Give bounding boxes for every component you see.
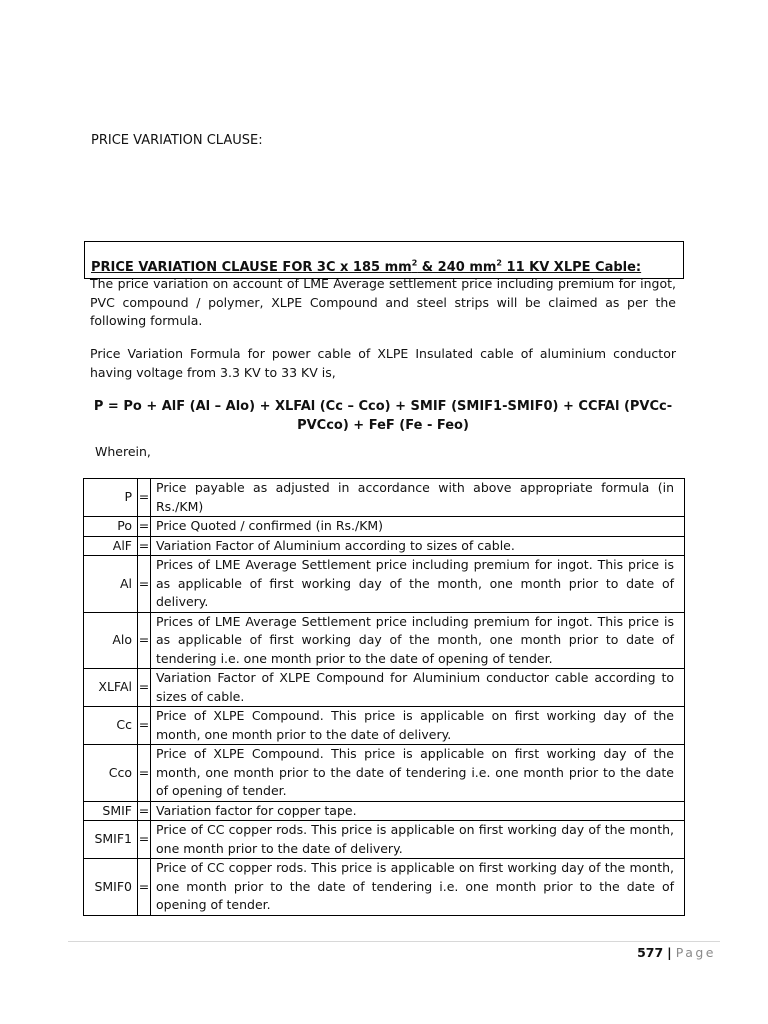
page-separator: | <box>667 945 672 960</box>
equals-sign: = <box>138 821 151 859</box>
definition-symbol: Po <box>84 517 138 537</box>
definition-text: Variation Factor of Aluminium according to sizes of cable. <box>151 536 685 556</box>
table-row <box>84 612 685 669</box>
definition-symbol: Cco <box>84 745 138 802</box>
definitions-table <box>83 478 685 916</box>
definition-text: Price payable as adjusted in accordance with above appropriate formula (in Rs./KM) <box>151 479 685 517</box>
definition-text: Price of CC copper rods. This price is applicable on first working day of the month, one month prior to the date of tendering i.e. one month prior to the date of opening of tender. <box>151 859 685 916</box>
definition-text: Price of CC copper rods. This price is applicable on first working day of the month, one month prior to the date of delivery. <box>151 821 685 859</box>
definition-text: Prices of LME Average Settlement price including premium for ingot. This price is as applicable of first working day of the month, one month prior to date of delivery. <box>151 556 685 613</box>
footer-rule <box>68 941 720 942</box>
table-row <box>84 556 685 613</box>
equals-sign: = <box>138 859 151 916</box>
equals-sign: = <box>138 556 151 613</box>
definition-symbol: Cc <box>84 707 138 745</box>
definition-symbol: Al <box>84 556 138 613</box>
definition-symbol: AlF <box>84 536 138 556</box>
equals-sign: = <box>138 745 151 802</box>
intro-paragraph: The price variation on account of LME Average settlement price including premium for ingot, PVC compound / polymer, XLPE Compound and steel strips will be claimed as per the following formula. <box>90 276 676 328</box>
definition-symbol: XLFAl <box>84 669 138 707</box>
table-row <box>84 821 685 859</box>
equals-sign: = <box>138 801 151 821</box>
superscript: 2 <box>496 258 502 268</box>
table-row <box>84 669 685 707</box>
table-row <box>84 479 685 517</box>
equals-sign: = <box>138 669 151 707</box>
definition-text: Price Quoted / confirmed (in Rs./KM) <box>151 517 685 537</box>
equals-sign: = <box>138 536 151 556</box>
wherein-label: Wherein, <box>95 444 151 459</box>
table-row <box>84 536 685 556</box>
page-label: Page <box>675 945 716 960</box>
definition-symbol: SMIF1 <box>84 821 138 859</box>
price-formula: P = Po + AlF (Al – Alo) + XLFAl (Cc – Cco) + SMIF (SMIF1-SMIF0) + CCFAl (PVCc-PVCco) + FeF (Fe - Feo) <box>93 399 673 433</box>
clause-title-part: 11 KV XLPE Cable: <box>502 260 642 275</box>
definition-text: Prices of LME Average Settlement price including premium for ingot. This price is as applicable of first working day of the month, one month prior to date of tendering i.e. one month prior to the date of opening of tender. <box>151 612 685 669</box>
page-footer <box>637 944 716 963</box>
table-row <box>84 707 685 745</box>
table-row <box>84 517 685 537</box>
definition-text: Variation Factor of XLPE Compound for Aluminium conductor cable according to sizes of cable. <box>151 669 685 707</box>
definition-symbol: SMIF <box>84 801 138 821</box>
definition-symbol: SMIF0 <box>84 859 138 916</box>
formula-intro-paragraph: Price Variation Formula for power cable of XLPE Insulated cable of aluminium conductor having voltage from 3.3 KV to 33 KV is, <box>90 346 676 380</box>
definition-text: Variation factor for copper tape. <box>151 801 685 821</box>
equals-sign: = <box>138 517 151 537</box>
table-row <box>84 859 685 916</box>
page-heading: PRICE VARIATION CLAUSE: <box>91 133 263 148</box>
equals-sign: = <box>138 479 151 517</box>
superscript: 2 <box>411 258 418 268</box>
equals-sign: = <box>138 707 151 745</box>
definition-symbol: P <box>84 479 138 517</box>
table-row <box>84 745 685 802</box>
definition-text: Price of XLPE Compound. This price is applicable on first working day of the month, one month prior to the date of delivery. <box>151 707 685 745</box>
page-number: 577 <box>637 945 664 960</box>
definition-symbol: Alo <box>84 612 138 669</box>
definition-text: Price of XLPE Compound. This price is applicable on first working day of the month, one month prior to the date of tendering i.e. one month prior to the date of opening of tender. <box>151 745 685 802</box>
clause-title-part: & 240 mm <box>417 260 497 275</box>
equals-sign: = <box>138 612 151 669</box>
clause-title-part: PRICE VARIATION CLAUSE FOR 3C x 185 mm <box>91 260 412 275</box>
table-row <box>84 801 685 821</box>
